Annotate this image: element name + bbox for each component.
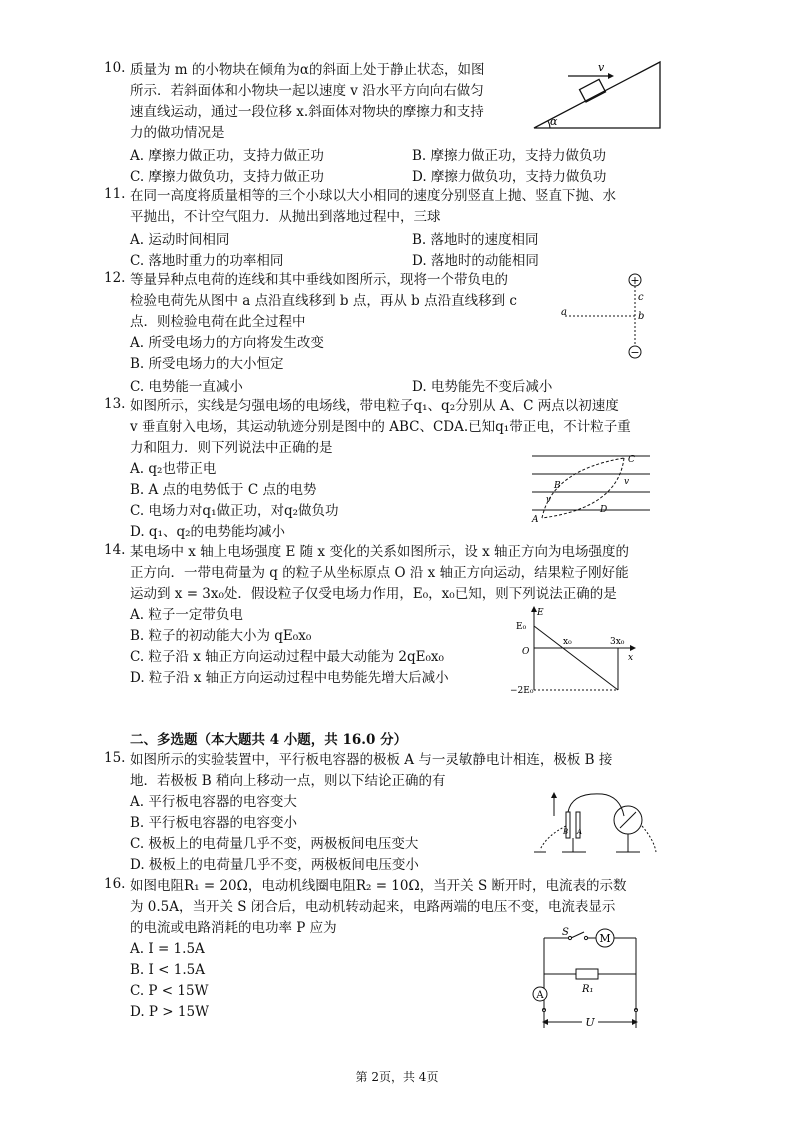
question-number: 16. (104, 876, 126, 892)
positive-charge: + (630, 274, 640, 287)
option-b[interactable]: B. 平行板电容器的电容变小 (130, 815, 298, 831)
question-text-line: 速直线运动，通过一段位移 x.斜面体对物块的摩擦力和支持 (130, 104, 484, 120)
option-d[interactable]: D. 极板上的电荷量几乎不变，两极板间电压变小 (130, 857, 419, 873)
option-d[interactable]: D. q₁、q₂的电势能均减小 (130, 524, 286, 540)
question-text-line: 如图所示，实线是匀强电场的电场线，带电粒子q₁、q₂分别从 A、C 两点以初速度 (130, 398, 619, 414)
question-number: 12. (104, 270, 126, 286)
switch-label: S (562, 927, 569, 938)
option-b[interactable]: B. 所受电场力的大小恒定 (130, 356, 284, 372)
question-text-line: 如图所示的实验装置中，平行板电容器的极板 A 与一灵敏静电计相连，极板 B 接 (130, 752, 613, 768)
question-number: 11. (104, 186, 126, 202)
question-text-line: 地．若极板 B 稍向上移动一点，则以下结论正确的有 (130, 773, 446, 789)
question-text-line: 点．则检验电荷在此全过程中 (130, 314, 306, 330)
option-c[interactable]: C. 电势能一直减小 (130, 379, 243, 395)
velocity-label: v (598, 61, 605, 74)
axis-x-label: x (628, 653, 634, 663)
ammeter-symbol: A (536, 990, 544, 1001)
option-d[interactable]: D. 电势能先不变后减小 (412, 379, 553, 395)
question-text-line: 的电流或电路消耗的电功率 P 应为 (130, 920, 337, 936)
velocity-label: v (546, 495, 552, 505)
question-text-line: 运动到 x = 3x₀处．假设粒子仅受电场力作用，E₀，x₀已知，则下列说法正确的是 (130, 586, 617, 602)
point-c: c (638, 292, 644, 303)
option-a[interactable]: A. 运动时间相同 (130, 232, 230, 248)
charges-figure (555, 270, 655, 362)
option-a[interactable]: A. 所受电场力的方向将发生改变 (130, 335, 324, 351)
option-c[interactable]: C. 摩擦力做负功，支持力做正功 (130, 169, 324, 185)
question-text-line: 所示．若斜面体和小物块一起以速度 v 沿水平方向向右做匀 (130, 83, 484, 99)
e-x-graph-figure (508, 604, 642, 694)
plate-a-label: A (577, 828, 583, 836)
point-b: b (638, 311, 645, 322)
option-c[interactable]: C. P < 15W (130, 983, 209, 999)
origin-label: O (522, 647, 530, 657)
question-number: 13. (104, 396, 126, 412)
question-text-line: 某电场中 x 轴上电场强度 E 随 x 变化的关系如图所示，设 x 轴正方向为电场强度的 (130, 544, 630, 560)
question-number: 14. (104, 542, 126, 558)
e0-label: E₀ (516, 622, 527, 632)
option-b[interactable]: B. I < 1.5A (130, 962, 205, 978)
option-d[interactable]: D. P > 15W (130, 1004, 209, 1020)
option-a[interactable]: A. q₂也带正电 (130, 461, 217, 477)
question-text-line: 力和阻力．则下列说法中正确的是 (130, 440, 333, 456)
option-c[interactable]: C. 电场力对q₁做正功，对q₂做负功 (130, 503, 339, 519)
question-text-line: 正方向．一带电荷量为 q 的粒子从坐标原点 O 沿 x 轴正方向运动，结果粒子刚好能 (130, 565, 629, 581)
3x0-label: 3x₀ (610, 637, 625, 647)
question-10 (104, 60, 607, 186)
voltage-label: U (585, 1016, 595, 1029)
negative-charge: − (630, 346, 640, 359)
question-text-line: 在同一高度将质量相等的三个小球以大小相同的速度分别竖直上抛、竖直下抛、水 (130, 188, 616, 204)
question-number: 10. (104, 60, 126, 76)
question-text-line: 力的做功情况是 (130, 125, 225, 141)
incline-figure (528, 58, 668, 134)
option-c[interactable]: C. 落地时重力的功率相同 (130, 253, 284, 269)
point-B: B (554, 481, 561, 491)
point-D: D (600, 505, 608, 515)
field-trajectory-figure (528, 450, 654, 528)
option-b[interactable]: B. 落地时的速度相同 (412, 232, 539, 248)
option-b[interactable]: B. A 点的电势低于 C 点的电势 (130, 482, 317, 498)
option-c[interactable]: C. 极板上的电荷量几乎不变，两极板间电压变大 (130, 836, 419, 852)
resistor-label: R₁ (582, 984, 594, 995)
plate-b-label: B (563, 828, 569, 836)
block (580, 79, 606, 102)
question-12 (104, 270, 553, 396)
question-text-line: 为 0.5A，当开关 S 闭合后，电动机转动起来，电路两端的电压不变，电流表显示 (130, 899, 616, 915)
question-11 (104, 186, 616, 270)
option-d[interactable]: D. 落地时的动能相同 (412, 253, 539, 269)
question-text-line: 如图电阻R₁ = 20Ω，电动机线圈电阻R₂ = 10Ω，当开关 S 断开时，电流表的示数 (130, 878, 627, 894)
motor-symbol: M (599, 932, 611, 945)
question-text-line: 检验电荷先从图中 a 点沿直线移到 b 点，再从 b 点沿直线移到 c (130, 293, 517, 309)
point-A: A (532, 515, 539, 525)
option-b[interactable]: B. 摩擦力做正功，支持力做负功 (412, 148, 607, 164)
option-d[interactable]: D. 粒子沿 x 轴正方向运动过程中电势能先增大后减小 (130, 670, 449, 686)
option-a[interactable]: A. 平行板电容器的电容变大 (130, 794, 297, 810)
point-C: C (628, 455, 635, 465)
option-d[interactable]: D. 摩擦力做负功，支持力做负功 (412, 169, 607, 185)
capacitor-electrometer-figure (532, 786, 660, 862)
minus-2e0-label: −2E₀ (510, 686, 534, 694)
question-text-line: 等量异种点电荷的连线和其中垂线如图所示，现将一个带负电的 (130, 272, 508, 288)
option-c[interactable]: C. 粒子沿 x 轴正方向运动过程中最大动能为 2qE₀x₀ (130, 649, 444, 665)
option-a[interactable]: A. 粒子一定带负电 (130, 607, 243, 623)
point-a: a (561, 307, 567, 318)
question-text-line: 平抛出，不计空气阻力．从抛出到落地过程中，三球 (130, 209, 441, 225)
question-number: 15. (104, 750, 126, 766)
x0-label: x₀ (563, 637, 572, 647)
page-footer: 第 2页，共 4页 (355, 1070, 439, 1084)
angle-label: α (550, 115, 558, 128)
section-heading: 二、多选题（本大题共 4 小题，共 16.0 分） (130, 732, 408, 748)
option-a[interactable]: A. I = 1.5A (130, 941, 205, 957)
axis-e-label: E (537, 608, 544, 618)
option-b[interactable]: B. 粒子的初动能大小为 qE₀x₀ (130, 628, 312, 644)
circuit-figure (526, 926, 644, 1032)
question-text-line: 质量为 m 的小物块在倾角为α的斜面上处于静止状态，如图 (130, 62, 485, 78)
option-a[interactable]: A. 摩擦力做正功，支持力做正功 (130, 148, 324, 164)
velocity-label: v (624, 477, 630, 487)
question-text-line: v 垂直射入电场，其运动轨迹分别是图中的 ABC、CDA.已知q₁带正电，不计粒子重 (130, 419, 631, 435)
